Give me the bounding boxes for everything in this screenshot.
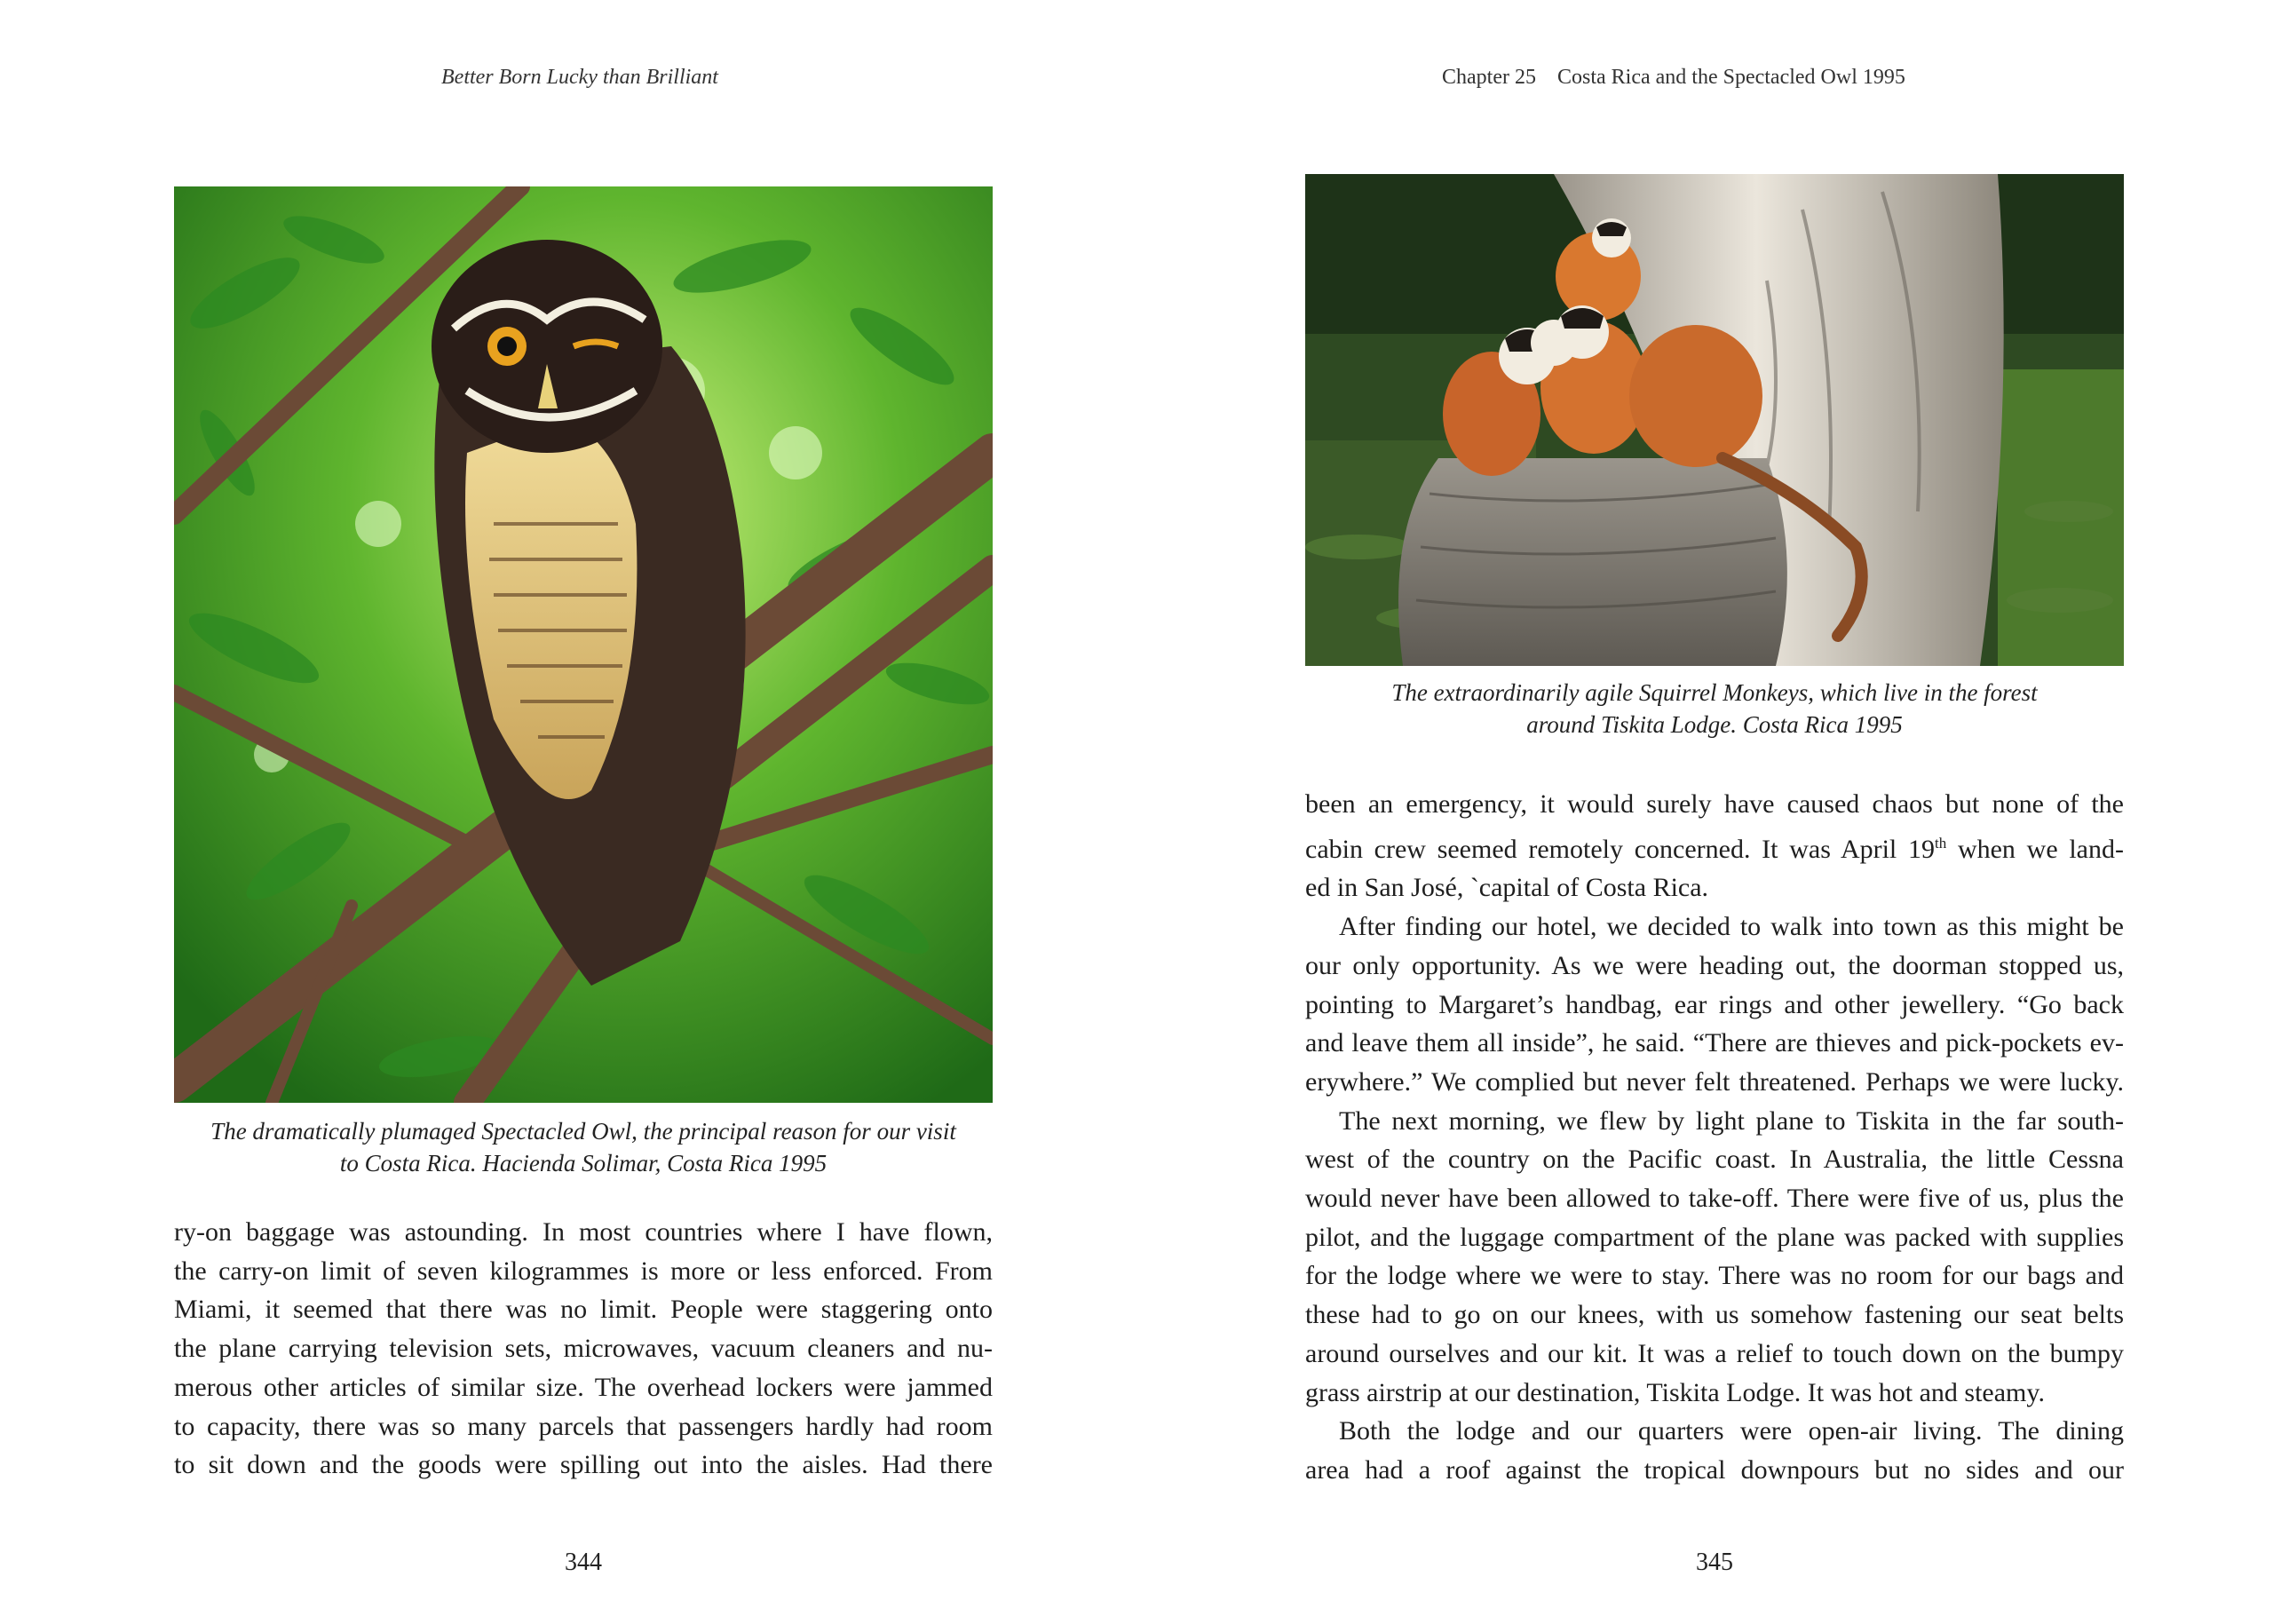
text-line: for the lodge where we were to stay. There was no room for our bags and	[1305, 1261, 2124, 1291]
left-body-text	[174, 1213, 993, 1485]
text-line: area had a roof against the tropical downpours but no sides and our	[1305, 1454, 2124, 1485]
text-line: ry-on baggage was astounding. In most countries where I have flown,	[174, 1217, 993, 1247]
text-line: would never have been allowed to take-off. There were five of us, plus the	[1305, 1184, 2124, 1214]
running-head-book-title: Better Born Lucky than Brilliant	[441, 66, 718, 89]
page-number-right: 345	[1696, 1549, 1733, 1576]
text-line-with-superscript: cabin crew seemed remotely concerned. It was April 19th when we land-	[1305, 834, 2124, 864]
running-head-chapter-title: Chapter 25 Costa Rica and the Spectacled Owl 1995	[1442, 66, 1905, 89]
text-line: The next morning, we flew by light plane to Tiskita in the far south-	[1339, 1105, 2124, 1136]
spectacled-owl-photo	[174, 186, 993, 1103]
left-page	[0, 0, 1136, 1624]
text-line: west of the country on the Pacific coast. In Australia, the little Cessna	[1305, 1145, 2124, 1175]
text-line: and leave them all inside”, he said. “There are thieves and pick-pockets ev-	[1305, 1028, 2124, 1058]
right-page	[1136, 0, 2273, 1624]
text-line: the carry-on limit of seven kilogrammes is more or less enforced. From	[174, 1256, 993, 1286]
text-line: the plane carrying television sets, microwaves, vacuum cleaners and nu-	[174, 1334, 993, 1364]
text-line: our only opportunity. As we were heading out, the doorman stopped us,	[1305, 950, 2124, 980]
text-line: these had to go on our knees, with us somehow fastening our seat belts	[1305, 1300, 2124, 1330]
text-line: After finding our hotel, we decided to walk into town as this might be	[1339, 912, 2124, 942]
text-line: to capacity, there was so many parcels that passengers hardly had room	[174, 1411, 993, 1441]
monkeys-photo-caption: The extraordinarily agile Squirrel Monkeys, which live in the forest around Tiskita Lodge. Costa Rica 1995	[1391, 679, 2038, 738]
owl-photo-caption: The dramatically plumaged Spectacled Owl, the principal reason for our visit to Costa Rica. Hacienda Solimar, Costa Rica 1995	[210, 1118, 956, 1176]
squirrel-monkeys-photo	[1305, 174, 2124, 666]
text-line: erywhere.” We complied but never felt threatened. Perhaps we were lucky.	[1305, 1066, 2124, 1097]
owl-illustration	[174, 186, 993, 1103]
page-number-left: 344	[565, 1549, 602, 1576]
text-line: ed in San José, `capital of Costa Rica.	[1305, 873, 1709, 903]
text-line: around ourselves and our kit. It was a relief to touch down on the bumpy	[1305, 1338, 2124, 1368]
text-line: been an emergency, it would surely have caused chaos but none of the	[1305, 789, 2124, 819]
text-line: to sit down and the goods were spilling out into the aisles. Had there	[174, 1450, 993, 1480]
text-line: Miami, it seemed that there was no limit. People were staggering onto	[174, 1295, 993, 1325]
text-line: merous other articles of similar size. The overhead lockers were jammed	[174, 1372, 993, 1402]
text-line: pointing to Margaret’s handbag, ear rings and other jewellery. “Go back	[1305, 989, 2124, 1019]
text-line: grass airstrip at our destination, Tiskita Lodge. It was hot and steamy.	[1305, 1377, 2045, 1407]
text-line: Both the lodge and our quarters were open-air living. The dining	[1339, 1416, 2124, 1446]
text-line: pilot, and the luggage compartment of the plane was packed with supplies	[1305, 1222, 2124, 1252]
monkeys-illustration	[1305, 174, 2124, 666]
right-body-text	[1305, 785, 2124, 1490]
